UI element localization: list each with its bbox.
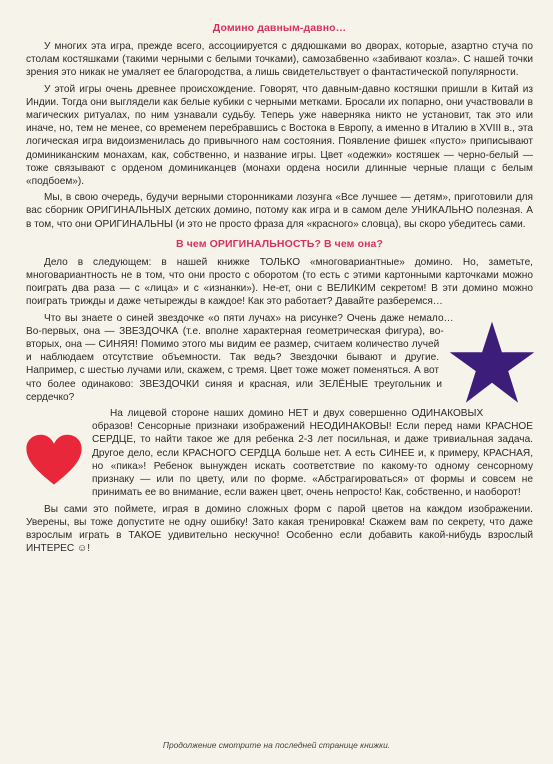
paragraph-conclusion: Вы сами это поймете, играя в домино сложных форм с парой цветов на каждом изображении. Уверены, вы тоже допустите не одну ошибку! Зато какая тренировка! Скажем вам по секрету, что даже взрослым играть в ТАКОЕ удивительно нескучно! Особенно если добавить какой-нибудь взрослый ИНТЕРЕС ☺! xyxy=(26,503,533,555)
footer-note: Продолжение смотрите на последней странице книжки. xyxy=(162,740,391,750)
section-heading-history: Домино давным-давно… xyxy=(212,22,347,34)
paragraph-collection: Мы, в свою очередь, будучи верными сторонниками лозунга «Все лучшее — детям», приготовили для вас сборник ОРИГИНАЛЬНЫХ детских домино, потому как игра и в самом деле УНИКАЛЬНО полезная. А в том, что они ОРИГИНАЛЬНЫ (и это не просто фраза для «красного» словца), вы скоро убедитесь сами. xyxy=(26,192,533,230)
heart-icon xyxy=(24,433,84,487)
section-heading-originality: В чем ОРИГИНАЛЬНОСТЬ? В чем она? xyxy=(176,237,383,250)
paragraph-star: Что вы знаете о синей звездочке «о пяти лучах» на рисунке? Очень даже немало… Во-первых, она — ЗВЕЗДОЧКА (т.е. вполне характерная геометрическая фигура), во-вторых, она — СИНЯЯ! Помимо этого мы видим ее размер, считаем количество лучей и наблюдаем отсутствие объемности. Так ведь? Звездочки бывают и другие. Например, с шестью лучами или, скажем, с тремя. Цвет тоже может поменяться. А вот что более одинаково: ЗВЕЗДОЧКИ синяя и красная, или ЗЕЛЁНЫЕ треугольник и сердечко? xyxy=(26,312,454,403)
paragraph-heart: На лицевой стороне наших домино НЕТ и двух совершенно ОДИНАКОВЫХ образов! Сенсорные признаки изображений НЕОДИНАКОВЫ! Если перед нами КРАСНОЕ СЕРДЦЕ, то найти такое же для ребенка 2-3 лет посильная, и даже тривиальная задача. Другое дело, если КРАСНОГО СЕРДЦА больше нет. А есть СИНЕЕ и, к примеру, КРАСНАЯ, но «пика»! Ребенок вынужден искать соответствие по какому-то одному сенсорному признаку — или по цвету, или по форме. «Абстрагироваться» от формы и совсем не принимать ее во внимание, если важен цвет, очень непросто! Как, собственно, и наоборот! xyxy=(92,408,533,499)
star-icon xyxy=(447,318,537,408)
paragraph-intro: У многих эта игра, прежде всего, ассоциируется с дядюшками во дворах, которые, азартно стуча по столам костяшками (такими черными с белыми точками), самозабвенно «забивают козла». С нашей точки зрения это никак не умаляет ее благородства, а лишь свидетельствует о фантастической популярности. xyxy=(26,41,533,79)
paragraph-origin: У этой игры очень древнее происхождение. Говорят, что давным-давно костяшки пришли в Китай из Индии. Тогда они выглядели как белые кубики с черными метками. Бросали их попарно, они участвовали в магических ритуалах, по ним узнавали судьбу. Теперь уже наверняка никто не установит, так это или иначе, но, тем не менее, со временем перебравшись с Востока в Европу, а именно в Италию в XVIII в., эта логическая игра видоизменилась до привычного нам состояния. Появление фишек «пусто» приписывают доминиканским монахам, как, собственно, и название игры. Цвет «одежки» костяшек — черно-белый — тоже связывают с орденом доминиканцев (монахи ордена носили длинные черные плащи с белым «подбоем»). xyxy=(26,83,533,188)
paragraph-secret: Дело в следующем: в нашей книжке ТОЛЬКО «многовариантные» домино. Но, заметьте, многовариантность не в том, что они просто с оборотом (то есть с этими картонными карточками можно поиграть два раза — с «лица» и с «изнанки»). Не-ет, они с ВЕЛИКИМ секретом! В эти домино можно поиграть трижды и даже четырежды в каждое! Как это работает? Давайте разберемся… xyxy=(26,256,533,308)
